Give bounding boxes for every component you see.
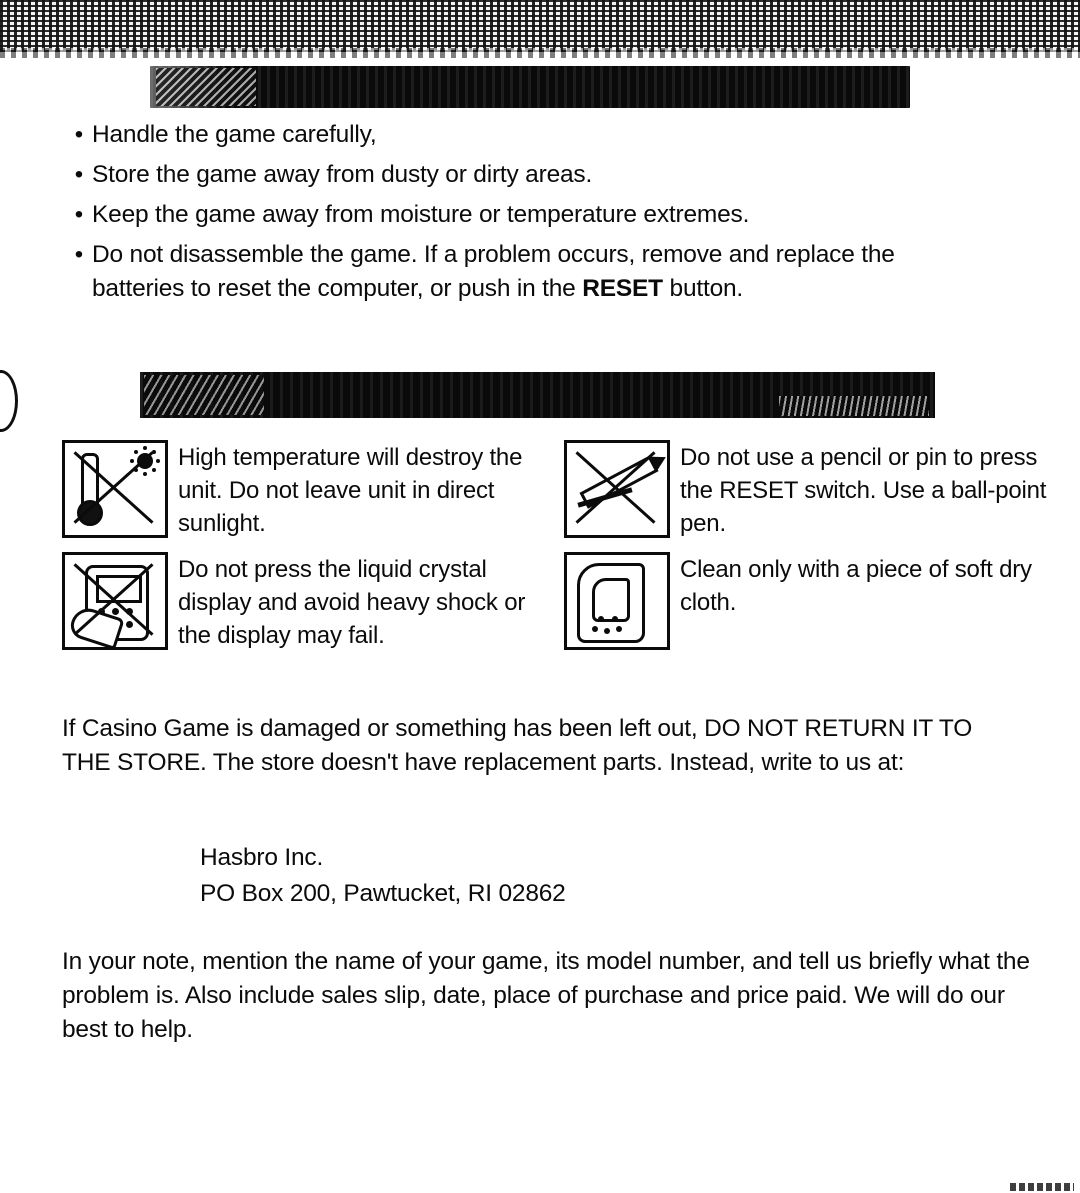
warning-text-3: Do not press the liquid crystal display and avoid heavy shock or the display may fail.: [178, 556, 526, 649]
warning-item: [564, 440, 1052, 540]
warnings-row: [62, 552, 1052, 652]
pencil-pin-icon: [564, 440, 670, 538]
service-paragraph: If Casino Game is damaged or something has been left out, DO NOT RETURN IT TO THE STORE. The store doesn't have replacement parts. Instead, write to us at:: [62, 715, 973, 776]
address-line-2: PO Box 200, Pawtucket, RI 02862: [200, 880, 566, 907]
address-line-1: Hasbro Inc.: [200, 844, 324, 871]
cloth-clean-icon: [564, 552, 670, 650]
warning-text-4: Clean only with a piece of soft dry cloth.: [680, 556, 1032, 616]
warnings-row: [62, 440, 1052, 540]
care-bullet-2: Store the game away from dusty or dirty areas.: [92, 161, 593, 188]
warning-item: [564, 552, 1052, 652]
bullet-dot-icon: •: [74, 121, 84, 148]
bullet-dot-icon: •: [74, 161, 84, 188]
service-address-block: [200, 840, 900, 912]
lcd-press-icon: [62, 552, 168, 650]
list-item: [66, 238, 1026, 306]
care-bullet-list: [66, 118, 1026, 312]
care-section-heading-bar: [150, 66, 910, 108]
thermometer-sun-icon: [62, 440, 168, 538]
care-bullet-1: Handle the game carefully,: [92, 121, 377, 148]
page-bottom-artifact: [1010, 1183, 1074, 1191]
warnings-grid: [62, 440, 1052, 664]
warning-text-2: Do not use a pencil or pin to press the RESET switch. Use a ball-point pen.: [680, 444, 1047, 537]
list-item: [66, 118, 1026, 152]
warning-item: [62, 552, 550, 652]
page-edge-curl: [0, 370, 18, 432]
bullet-dot-icon: •: [74, 201, 84, 228]
care-bullet-4: Do not disassemble the game. If a problem occurs, remove and replace the batteries to reset the computer, or push in the RESET button.: [92, 241, 895, 302]
list-item: [66, 198, 1026, 232]
list-item: [66, 158, 1026, 192]
scan-noise-band-top: [0, 0, 1080, 52]
care-bullet-3: Keep the game away from moisture or temperature extremes.: [92, 201, 750, 228]
warning-item: [62, 440, 550, 540]
service-closing-paragraph: In your note, mention the name of your game, its model number, and tell us briefly what the problem is. Also include sales slip, date, place of purchase and price paid. We will do our best to help.: [62, 948, 1030, 1043]
warning-text-1: High temperature will destroy the unit. Do not leave unit in direct sunlight.: [178, 444, 523, 537]
bullet-dot-icon: •: [74, 241, 84, 268]
warnings-section-heading-bar: [140, 372, 935, 418]
